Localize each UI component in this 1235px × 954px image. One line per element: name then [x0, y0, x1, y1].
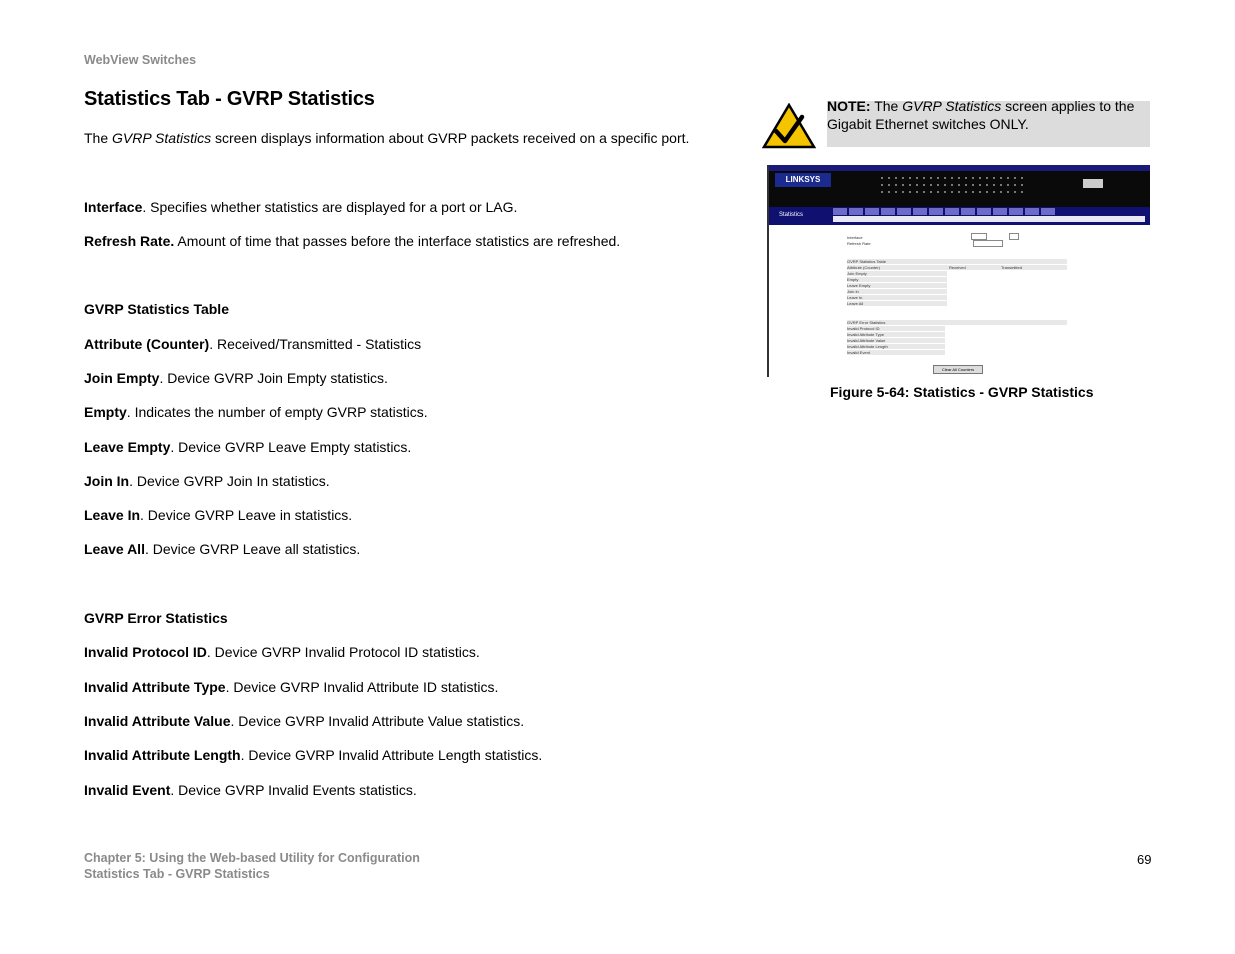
- stats-table-heading: GVRP Statistics Table: [84, 301, 229, 317]
- note-italic: GVRP Statistics: [902, 98, 1002, 114]
- stat-term: Attribute (Counter): [84, 336, 210, 352]
- stat-term: Join Empty: [84, 370, 160, 386]
- error-desc: . Device GVRP Invalid Protocol ID statistics.: [206, 644, 480, 660]
- footer-section: Statistics Tab - GVRP Statistics: [84, 867, 270, 881]
- stat-desc: . Device GVRP Join In statistics.: [129, 473, 330, 489]
- screenshot-tab: [913, 208, 927, 215]
- screenshot-tab: [865, 208, 879, 215]
- screenshot-nav-label: Statistics: [779, 212, 804, 218]
- screenshot-tab: [897, 208, 911, 215]
- stat-desc: . Received/Transmitted - Statistics: [209, 336, 422, 352]
- screenshot-label: Invalid Event: [847, 350, 870, 355]
- stat-term: Empty: [84, 404, 127, 420]
- stat-item: [84, 336, 421, 352]
- intro-text-1: The: [84, 130, 113, 146]
- screenshot-label: Leave In: [847, 295, 863, 300]
- screenshot-label: Refresh Rate: [847, 241, 871, 246]
- page-number: 69: [1137, 852, 1152, 867]
- screenshot-label: Transmitted: [1001, 265, 1022, 270]
- error-desc: . Device GVRP Invalid Attribute Value statistics.: [230, 713, 525, 729]
- stat-item: [84, 507, 352, 523]
- error-item: [84, 782, 417, 798]
- figure-caption: Figure 5-64: Statistics - GVRP Statistics: [830, 384, 1094, 400]
- error-stats-heading: GVRP Error Statistics: [84, 610, 228, 626]
- screenshot-refresh-select: [973, 240, 1003, 247]
- field-refresh-rate: [84, 233, 620, 249]
- field-desc: Amount of time that passes before the interface statistics are refreshed.: [174, 233, 621, 249]
- screenshot-label: Attribute (Counter): [847, 265, 880, 270]
- linksys-logo: LINKSYS: [775, 173, 831, 187]
- device-image: [1083, 179, 1103, 188]
- screenshot-tab: [961, 208, 975, 215]
- stat-item: [84, 541, 360, 557]
- error-term: Invalid Attribute Value: [84, 713, 231, 729]
- error-item: [84, 644, 480, 660]
- screenshot-label: GVRP Error Statistics: [847, 320, 886, 325]
- screenshot-body: [769, 225, 1150, 377]
- screenshot-tab: [1009, 208, 1023, 215]
- stat-desc: . Device GVRP Leave Empty statistics.: [170, 439, 412, 455]
- footer-chapter: Chapter 5: Using the Web-based Utility for Configuration: [84, 851, 420, 865]
- figure-screenshot: [767, 165, 1150, 377]
- stat-desc: . Device GVRP Leave in statistics.: [140, 507, 353, 523]
- error-term: Invalid Protocol ID: [84, 644, 207, 660]
- field-desc: . Specifies whether statistics are displayed for a port or LAG.: [142, 199, 518, 215]
- screenshot-tab: [993, 208, 1007, 215]
- screenshot-label: Join Empty: [847, 271, 867, 276]
- screenshot-tab: [945, 208, 959, 215]
- screenshot-label: GVRP Statistics Table: [847, 259, 886, 264]
- screenshot-lag-select: [1009, 233, 1019, 240]
- screenshot-label: Empty: [847, 277, 859, 282]
- error-term: Invalid Attribute Length: [84, 747, 241, 763]
- screenshot-tab: [929, 208, 943, 215]
- screenshot-label: Invalid Attribute Value: [847, 338, 886, 343]
- screenshot-tab: [1025, 208, 1039, 215]
- page-title: Statistics Tab - GVRP Statistics: [84, 88, 375, 110]
- stat-term: Leave All: [84, 541, 145, 557]
- screenshot-tab: [977, 208, 991, 215]
- error-item: [84, 713, 524, 729]
- screenshot-label: Invalid Protocol ID: [847, 326, 880, 331]
- error-desc: . Device GVRP Invalid Attribute ID statistics.: [225, 679, 499, 695]
- error-desc: . Device GVRP Invalid Attribute Length statistics.: [240, 747, 543, 763]
- field-term: Refresh Rate.: [84, 233, 175, 249]
- screenshot-tabs: [833, 208, 1055, 215]
- error-item: [84, 747, 542, 763]
- error-item: [84, 679, 498, 695]
- screenshot-tab: [849, 208, 863, 215]
- screenshot-label: Interface: [847, 235, 863, 240]
- stat-term: Leave In: [84, 507, 141, 523]
- intro-text-2: screen displays information about GVRP packets received on a specific port.: [211, 130, 690, 146]
- screenshot-label: Join In: [847, 289, 859, 294]
- error-term: Invalid Event: [84, 782, 171, 798]
- intro-paragraph: [84, 130, 689, 146]
- screenshot-port-select: [971, 233, 987, 240]
- stat-item: [84, 439, 411, 455]
- screenshot-label: Invalid Attribute Length: [847, 344, 888, 349]
- stat-desc: . Device GVRP Join Empty statistics.: [159, 370, 388, 386]
- screenshot-row: [847, 289, 947, 294]
- screenshot-label: Invalid Attribute Type: [847, 332, 885, 337]
- screenshot-top-strip: [769, 165, 1150, 171]
- stat-item: [84, 404, 428, 420]
- screenshot-subtabs: [833, 216, 1145, 222]
- note-text-1: The: [870, 98, 903, 114]
- note-label: NOTE:: [827, 98, 871, 114]
- stat-term: Leave Empty: [84, 439, 171, 455]
- screenshot-label: Received: [949, 265, 966, 270]
- stat-desc: . Device GVRP Leave all statistics.: [144, 541, 361, 557]
- error-desc: . Device GVRP Invalid Events statistics.: [170, 782, 417, 798]
- clear-all-counters-button: Clear All Counters: [933, 365, 983, 374]
- checkmark-icon: [762, 103, 816, 149]
- screenshot-label: Leave All: [847, 301, 864, 306]
- stat-item: [84, 370, 388, 386]
- screenshot-tab: [881, 208, 895, 215]
- note-text-2: screen applies to the Gigabit Ethernet switches ONLY.: [827, 98, 1135, 132]
- error-term: Invalid Attribute Type: [84, 679, 226, 695]
- port-indicators: [881, 175, 1031, 195]
- stat-term: Join In: [84, 473, 130, 489]
- stat-desc: . Indicates the number of empty GVRP statistics.: [126, 404, 428, 420]
- screenshot-row: [847, 277, 947, 282]
- field-term: Interface: [84, 199, 143, 215]
- running-header: WebView Switches: [84, 53, 197, 67]
- note-text: [827, 97, 1147, 133]
- screenshot-tab: [833, 208, 847, 215]
- screenshot-label: Leave Empty: [847, 283, 871, 288]
- intro-italic: GVRP Statistics: [112, 130, 212, 146]
- stat-item: [84, 473, 330, 489]
- screenshot-tab: [1041, 208, 1055, 215]
- field-interface: [84, 199, 517, 215]
